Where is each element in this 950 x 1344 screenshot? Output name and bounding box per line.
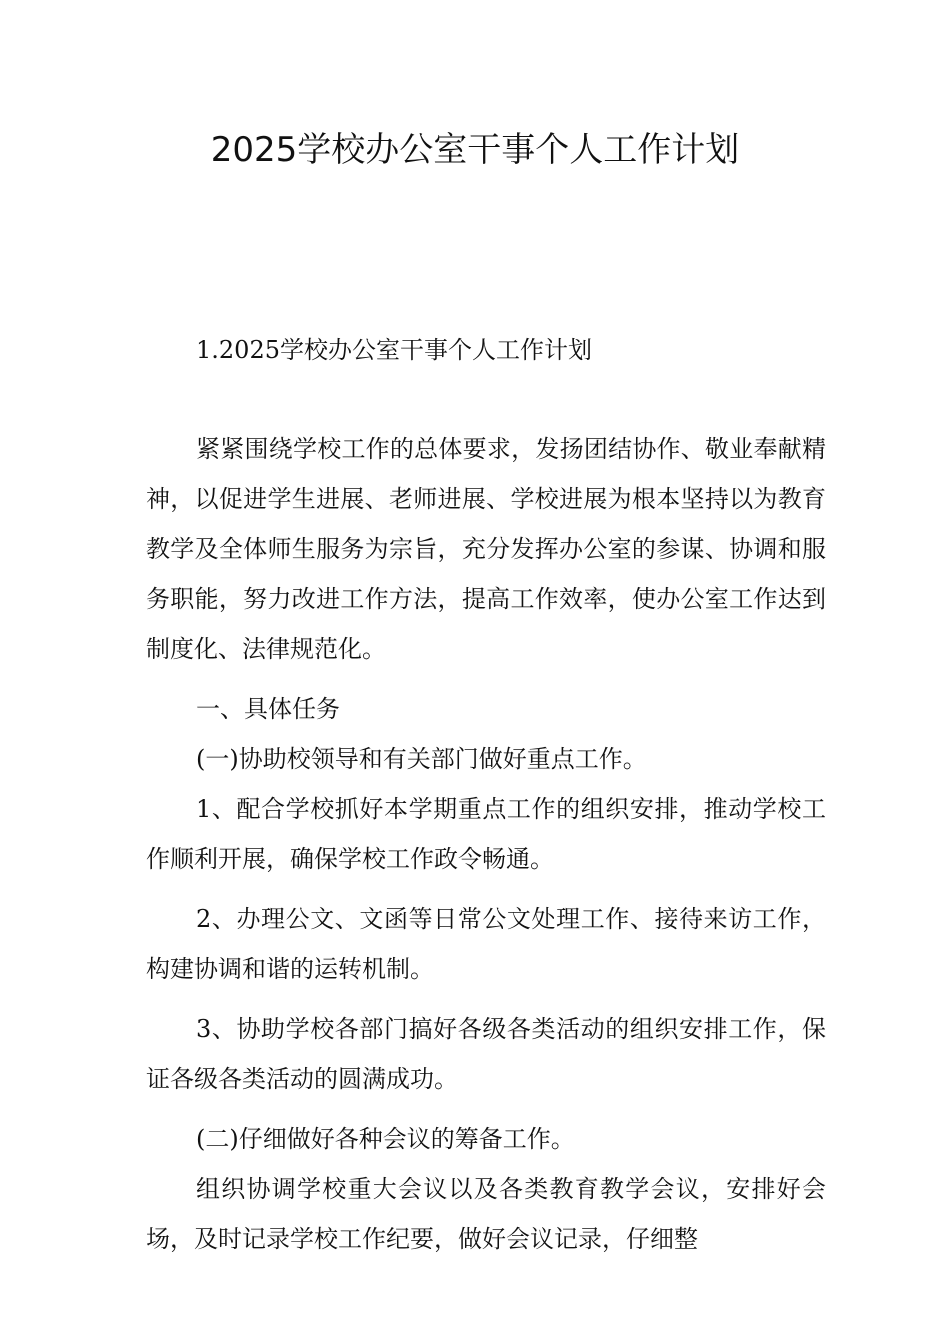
document-title: 2025学校办公室干事个人工作计划 (210, 130, 740, 170)
subheading-assist-leaders: (一)协助校领导和有关部门做好重点工作。 (196, 745, 647, 773)
heading-specific-tasks: 一、具体任务 (196, 695, 340, 723)
paragraph-item-1: 1、配合学校抓好本学期重点工作的组织安排，推动学校工作顺利开展，确保学校工作政令畅通。 (146, 795, 826, 873)
paragraph-item-2: 2、办理公文、文函等日常公文处理工作、接待来访工作，构建协调和谐的运转机制。 (146, 905, 826, 983)
document-body (146, 424, 826, 1274)
section-title: 1.2025学校办公室干事个人工作计划 (196, 336, 592, 364)
paragraph-meetings: 组织协调学校重大会议以及各类教育教学会议，安排好会场，及时记录学校工作纪要，做好会议记录，仔细整 (146, 1175, 826, 1253)
paragraph-item-3: 3、协助学校各部门搞好各级各类活动的组织安排工作，保证各级各类活动的圆满成功。 (146, 1015, 826, 1093)
subheading-meetings: (二)仔细做好各种会议的筹备工作。 (196, 1125, 575, 1153)
paragraph-intro: 紧紧围绕学校工作的总体要求，发扬团结协作、敬业奉献精神，以促进学生进展、老师进展、学校进展为根本坚持以为教育教学及全体师生服务为宗旨，充分发挥办公室的参谋、协调和服务职能，努力改进工作方法，提高工作效率，使办公室工作达到制度化、法律规范化。 (146, 435, 826, 663)
